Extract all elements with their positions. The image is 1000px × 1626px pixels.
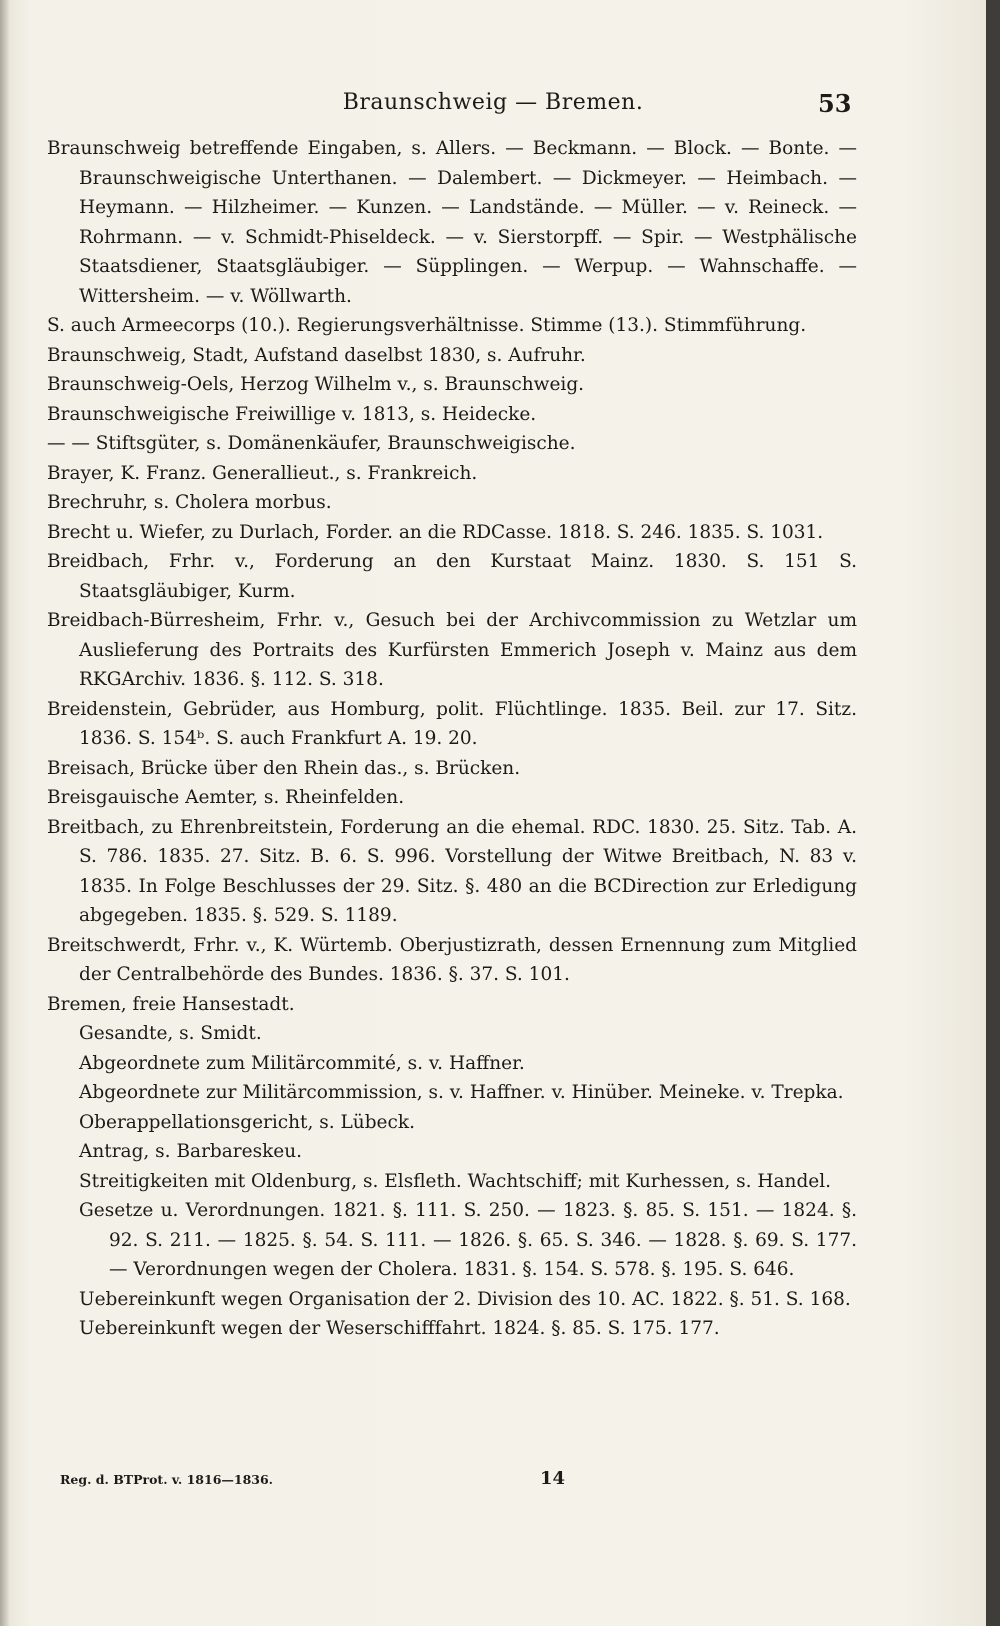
- index-entry: Breitschwerdt, Frhr. v., K. Würtemb. Oberjustizrath, dessen Ernennung zum Mitglied der Centralbehörde des Bundes. 1836. §. 37. S. 101.: [47, 934, 857, 985]
- index-entry: Brecht u. Wiefer, zu Durlach, Forder. an die RDCasse. 1818. S. 246. 1835. S. 1031.: [47, 521, 824, 543]
- index-entry: Oberappellationsgericht, s. Lübeck.: [79, 1111, 415, 1133]
- index-entry: Gesandte, s. Smidt.: [79, 1023, 262, 1044]
- page-footer: [60, 1470, 860, 1488]
- index-entry: Bremen, freie Hansestadt.: [47, 993, 295, 1015]
- index-entry: Uebereinkunft wegen Organisation der 2. Division des 10. AC. 1822. §. 51. S. 168.: [79, 1288, 851, 1310]
- footer-signature: Reg. d. BTProt. v. 1816—1836.: [60, 1472, 274, 1487]
- index-entry: — — Stiftsgüter, s. Domänenkäufer, Braunschweigische.: [47, 433, 576, 454]
- footer-sheet-number: 14: [540, 1468, 566, 1489]
- index-entry: Brayer, K. Franz. Generallieut., s. Frankreich.: [47, 462, 478, 484]
- index-entry: Gesetze u. Verordnungen. 1821. §. 111. S. 250. — 1823. §. 85. S. 151. — 1824. §. 92. S. 211. — 1825. §. 54. S. 111. — 1826. §. 65. S. 346. — 1828. §. 69. S. 177. — Verordnungen wegen der Cholera. 1831. §. 154. S. 578. §. 195. S. 646.: [79, 1200, 857, 1280]
- index-entry: Braunschweigische Freiwillige v. 1813, s. Heidecke.: [47, 403, 537, 425]
- index-entry: Breisgauische Aemter, s. Rheinfelden.: [47, 787, 405, 808]
- index-entry: S. auch Armeecorps (10.). Regierungsverhältnisse. Stimme (13.). Stimmführung.: [47, 315, 807, 336]
- index-entries: [47, 134, 857, 1344]
- index-entry: Streitigkeiten mit Oldenburg, s. Elsfleth. Wachtschiff; mit Kurhessen, s. Handel.: [79, 1170, 832, 1192]
- index-entry: Breidenstein, Gebrüder, aus Homburg, polit. Flüchtlinge. 1835. Beil. zur 17. Sitz. 1836. S. 154ᵇ. S. auch Frankfurt A. 19. 20.: [47, 698, 857, 749]
- index-entry: Abgeordnete zur Militärcommission, s. v. Haffner. v. Hinüber. Meineke. v. Trepka.: [79, 1082, 844, 1103]
- index-entry: Braunschweig betreffende Eingaben, s. Allers. — Beckmann. — Block. — Bonte. — Braunschweigische Unterthanen. — Dalembert. — Dickmeyer. — Heimbach. — Heymann. — Hilzheimer. — Kunzen. — Landstände. — Müller. — v. Reineck. — Rohrmann. — v. Schmidt-Phiseldeck. — v. Sierstorpff. — Spir. — Westphälische Staatsdiener, Staatsgläubiger. — Süpplingen. — Werpup. — Wahnschaffe. — Wittersheim. — v. Wöllwarth.: [47, 138, 857, 307]
- index-entry: Antrag, s. Barbareskeu.: [79, 1141, 303, 1162]
- index-entry: Breidbach-Bürresheim, Frhr. v., Gesuch bei der Archivcommission zu Wetzlar um Auslieferung des Portraits des Kurfürsten Emmerich Joseph v. Mainz aus dem RKGArchiv. 1836. §. 112. S. 318.: [47, 610, 857, 690]
- index-entry: Braunschweig, Stadt, Aufstand daselbst 1830, s. Aufruhr.: [47, 344, 586, 366]
- index-entry: Uebereinkunft wegen der Weserschifffahrt. 1824. §. 85. S. 175. 177.: [79, 1318, 720, 1339]
- page-edge-shadow: [0, 0, 10, 1626]
- page-number: 53: [818, 89, 852, 118]
- index-entry: Brechruhr, s. Cholera morbus.: [47, 492, 332, 513]
- index-entry: Breidbach, Frhr. v., Forderung an den Kurstaat Mainz. 1830. S. 151 S. Staatsgläubiger, Kurm.: [47, 551, 857, 602]
- index-entry: Breitbach, zu Ehrenbreitstein, Forderung an die ehemal. RDC. 1830. 25. Sitz. Tab. A. S. 786. 1835. 27. Sitz. B. 6. S. 996. Vorstellung der Witwe Breitbach, N. 83 v. 1835. In Folge Beschlusses der 29. Sitz. §. 480 an die BCDirection zur Erledigung abgegeben. 1835. §. 529. S. 1189.: [47, 816, 857, 926]
- index-entry: Braunschweig-Oels, Herzog Wilhelm v., s. Braunschweig.: [47, 374, 585, 395]
- index-entry: Abgeordnete zum Militärcommité, s. v. Haffner.: [79, 1052, 525, 1074]
- index-entry: Breisach, Brücke über den Rhein das., s. Brücken.: [47, 757, 521, 779]
- running-header: Braunschweig — Bremen.: [342, 90, 644, 115]
